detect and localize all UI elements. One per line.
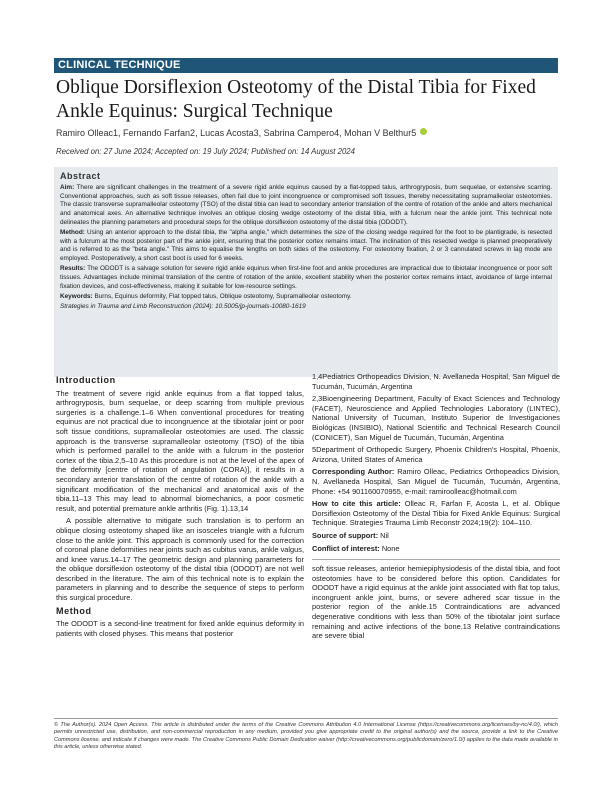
- conflict-label: Conflict of interest:: [312, 543, 380, 553]
- method-paragraph-1: The ODODT is a second-line treatment for fixed ankle equinus deformity in patients with closed physes. This means that posterior: [56, 619, 304, 638]
- author-names: Ramiro Olleac1, Fernando Farfan2, Lucas Acosta3, Sabrina Campero4, Mohan V Belthur5: [56, 128, 417, 138]
- right-column: [312, 372, 560, 644]
- results-label: Results:: [60, 265, 86, 273]
- license-footer: © The Author(s). 2024 Open Access. This article is distributed under the terms of the Creative Commons Attribution 4.0 International License (https://creativecommons.org/licenses/by-nc/4.0/), which permits unrestricted use, distribution, and non-commercial reproduction in any medium, provided you give appropriate credit to the original author(s) and the source, provide a link to the Creative Commons license, and indicate if changes were made. The Creative Commons Public Domain Dedication waiver (http://creativecommons.org/publicdomain/zero/1.0/) applies to the data made available in this article, unless otherwise stated.: [54, 718, 558, 752]
- method-heading: Method: [56, 605, 92, 616]
- method-text: Using an anterior approach to the distal tibia, the "alpha angle," which determines the size of the closing wedge required for the foot to be plantigrade, is resected with a fulcrum at the most posterior part of the ankle joint, ensuring that the posterior cortex remains intact. The inclination of this resected wedge is planned preoperatively and is referred to as the "beta angle." This aims to equalise the lengths on both sides of the osteotomy. For osteotomy fixation, 2 or 3 cannulated screws in lag mode are employed. Postoperatively, a short cast boot is used for 6 weeks.: [60, 229, 552, 263]
- method-label: Method:: [60, 229, 85, 237]
- introduction-heading: Introduction: [56, 375, 116, 385]
- abstract-method: [60, 229, 552, 264]
- keywords-text: Burns, Equinus deformity, Flat topped talus, Oblique osteotomy, Supramalleolar osteotomy.: [94, 292, 352, 300]
- abstract-keywords: [60, 293, 552, 302]
- abstract-heading: Abstract: [60, 171, 101, 181]
- how-to-cite: [312, 499, 560, 528]
- orcid-icon[interactable]: [420, 128, 427, 135]
- results-text: The ODODT is a salvage solution for severe rigid ankle equinus when first-line foot and ankle procedures are impractical due to tibiotalar incongruence or poor soft tissues. Advantages include minimal translation of the centre of rotation of the ankle, excellent stability when the posterior cortex remains intact, avoidance of large internal fixation devices, and cost-effectiveness, making it suitable for low-resource settings.: [60, 265, 552, 290]
- abstract-aim: [60, 184, 552, 228]
- cite-text: Olleac R, Farfan F, Acosta L, et al. Oblique Dorsiflexion Osteotomy of the Distal Tibia for Fixed Ankle Equinus: Surgical Technique. Strategies Trauma Limb Reconstr 2024;19(2): 104–110.: [312, 499, 560, 528]
- source-of-support: [312, 531, 560, 541]
- support-text: Nil: [380, 530, 389, 540]
- article-title: Oblique Dorsiflexion Osteotomy of the Distal Tibia for Fixed Ankle Equinus: Surgical Technique: [56, 77, 536, 122]
- left-column: [56, 372, 304, 641]
- author-list: [56, 128, 556, 139]
- method-paragraph-2: soft tissue releases, anterior hemiepiphysiodesis of the distal tibia, and foot osteotomies have to be considered before this option. Candidates for ODODT have a rigid equinus at the ankle joint associated with flat top talus, incongruent ankle joint, burns, or severe adhered scar tissue in the posterior region of the ankle.15 Contraindications are advanced degenerative conditions with less than 50% of the tibiotalar joint surface remaining and active infections of the bone.13 Relative contraindications are severe tibial: [312, 564, 560, 641]
- corresponding-author: [312, 467, 560, 496]
- affiliation-2: 2,3Bioengineering Department, Faculty of Exact Sciences and Technology (FACET), Neuroscience and Applied Technologies Laboratory (LINTEC), National University of Tucuman, Instituto Superior de Investigaciones Biológicas (INSIBIO), National Scientific and Technical Research Council (CONICET), San Miguel de Tucumán, Tucumán, Argentina: [312, 394, 560, 442]
- journal-citation[interactable]: Strategies in Trauma and Limb Reconstruction (2024): 10.5005/jp-journals-10080-1619: [60, 303, 306, 311]
- affiliation-3: 5Department of Orthopedic Surgery, Phoenix Children's Hospital, Phoenix, Arizona, United States of America: [312, 445, 560, 464]
- intro-paragraph-2: A possible alternative to mitigate such translation is to perform an oblique closing osteotomy shaped like an isosceles triangle with a fulcrum close to the ankle joint. This approach is commonly used for the correction of coronal plane deformities near joints such as cubitus varus, ankle valgus, and knee varus.14–17 The geometric design and planning parameters for the oblique dorsiflexion osteotomy of the distal tibia (ODODT) are not well described in the literature. The aim of this technical note is to explain the parameters in planning and to describe the sequence of steps to perform this surgical procedure.: [56, 516, 304, 603]
- divider: [312, 559, 560, 560]
- conflict-of-interest: [312, 544, 560, 554]
- conflict-text: None: [381, 543, 400, 553]
- abstract-box: [54, 167, 558, 377]
- article-type-banner: CLINICAL TECHNIQUE: [54, 58, 558, 73]
- aim-label: Aim:: [60, 184, 75, 191]
- abstract-results: [60, 265, 552, 291]
- aim-text: There are significant challenges in the treatment of a severe rigid ankle equinus caused by a flat-topped talus, arthrogryposis, burn sequelae, or extensive scarring. Conventional approaches, such as soft tissue releases, often fail due to joint incongruence or compromised soft tissues, thereby necessitating supramalleolar osteotomies. The classic transverse supramalleolar osteotomy (TSO) of the distal tibia can lead to secondary anterior translation of the centre of rotation of the ankle and alters mechanical and anatomical axes. An alternative technique involves an oblique closing wedge osteotomy of the distal tibia, with a fulcrum near the ankle joint. This technical note delineates the planning parameters and procedural steps for the oblique dorsiflexion osteotomy of the distal tibia (ODODT).: [60, 184, 552, 226]
- intro-paragraph-1: The treatment of severe rigid ankle equinus from a flat topped talus, arthrogryposis, burn sequelae, or deep scarring from multiple previous surgeries is a challenge.1–6 When conventional procedures for treating equinus are not practical due to incongruence at the tibiotalar joint or poor soft tissue conditions, supramalleolar osteotomies are used. The classic approach is the transverse supramalleolar osteotomy (TSO) of the tibia which is performed parallel to the ankle with a fulcrum in the posterior cortex of the tibia.2,5–10 As this procedure is not at the level of the apex of the deformity [centre of rotation of angulation (CORA)], it results in a secondary anterior translation of the centre of rotation of the ankle with a significant modification of the mechanical and anatomical axis of the tibia.11–13 This may lead to abnormal biomechanics, a poor cosmetic result, and potential premature ankle arthritis (Fig. 1).13,14: [56, 388, 304, 513]
- keywords-label: Keywords:: [60, 292, 93, 300]
- publication-dates: Received on: 27 June 2024; Accepted on: 19 July 2024; Published on: 14 August 2024: [56, 147, 355, 156]
- support-label: Source of support:: [312, 530, 379, 540]
- corresponding-text: Ramiro Olleac, Pediatrics Orthopeadics Division, N. Avellaneda Hospital, San Miguel de Tucumán, Tucumán, Argentina, Phone: +54 901160070955, e-mail: ramiroolleac@hotmail.com: [312, 467, 560, 496]
- corresponding-label: Corresponding Author:: [312, 467, 395, 477]
- cite-label: How to cite this article:: [312, 499, 401, 509]
- affiliation-1: 1,4Pediatrics Orthopeadics Division, N. Avellaneda Hospital, San Miguel de Tucumán, Tucumán, Argentina: [312, 372, 560, 391]
